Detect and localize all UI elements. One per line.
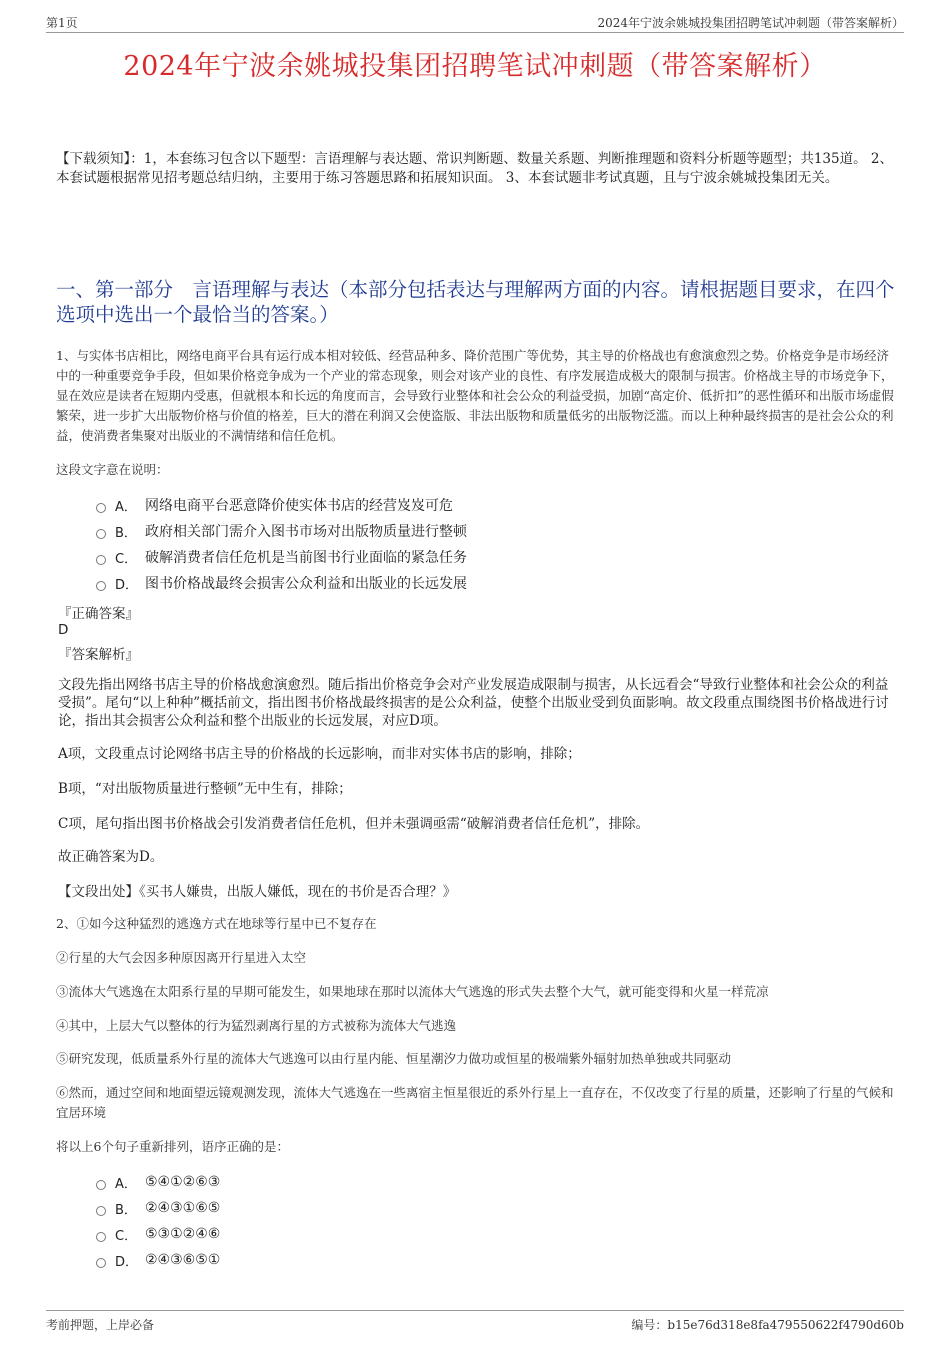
- option-letter: C．: [115, 551, 138, 567]
- question-2-sentence-6: ⑥然而，通过空间和地面望远镜观测发现，流体大气逃逸在一些离宿主恒星很近的系外行星上一直存在，不仅改变了行星的质量，还影响了行星的气候和宜居环境: [56, 1085, 894, 1120]
- radio-icon[interactable]: [96, 529, 106, 539]
- radio-icon[interactable]: [96, 1206, 106, 1216]
- q2-option-b[interactable]: [96, 1195, 796, 1221]
- option-letter: D．: [115, 577, 139, 593]
- explanation-text: 文段先指出网络书店主导的价格战愈演愈烈。随后指出价格竞争会对产业发展造成限制与损害，从长远看会“导致行业整体和社会公众的利益受损”。尾句“以上种种”概括前文，指出图书价格战最终损害的是公众利益，使整个出版业受到负面影响。故文段重点围绕图书价格战进行讨论，指出其会损害公众利益和整个出版业的长远发展，对应D项。: [58, 677, 889, 729]
- q2-option-a[interactable]: [96, 1169, 796, 1195]
- question-2-sentence-4: ④其中，上层大气以整体的行为猛烈剥离行星的方式被称为流体大气逃逸: [56, 1018, 457, 1033]
- radio-icon[interactable]: [96, 581, 106, 591]
- passage-source: 【文段出处】《买书人嫌贵，出版人嫌低，现在的书价是否合理？》: [58, 884, 457, 900]
- question-1-options: [96, 492, 796, 596]
- radio-icon[interactable]: [96, 1258, 106, 1268]
- option-text: 图书价格战最终会损害公众利益和出版业的长远发展: [145, 576, 467, 592]
- question-2-prompt: 将以上6个句子重新排列，语序正确的是：: [56, 1139, 289, 1154]
- q2-option-d[interactable]: [96, 1247, 796, 1273]
- question-2-sentence-1: 2、①如今这种猛烈的逃逸方式在地球等行星中已不复存在: [56, 916, 377, 931]
- footer-slogan: 考前押题，上岸必备: [46, 1318, 155, 1332]
- option-text: ②④③⑥⑤①: [145, 1252, 221, 1268]
- explanation-option-b: B项，“对出版物质量进行整顿”无中生有，排除；: [58, 781, 352, 797]
- option-text: 破解消费者信任危机是当前图书行业面临的紧急任务: [145, 550, 467, 566]
- page-number: 第1页: [46, 16, 78, 30]
- section-heading: 一、第一部分 言语理解与表达（本部分包括表达与理解两方面的内容。请根据题目要求，在四个选项中选出一个最恰当的答案。）: [56, 278, 895, 326]
- explanation-conclusion: 故正确答案为D。: [58, 849, 164, 865]
- option-letter: C．: [115, 1228, 138, 1244]
- explanation-option-c: C项，尾句指出图书价格战会引发消费者信任危机，但并未强调亟需“破解消费者信任危机”，排除。: [58, 816, 650, 832]
- answer-label: 『正确答案』: [58, 606, 139, 622]
- question-2-sentence-3: ③流体大气逃逸在太阳系行星的早期可能发生，如果地球在那时以流体大气逃逸的形式失去整个大气，就可能变得和火星一样荒凉: [56, 984, 769, 999]
- option-text: ⑤③①②④⑥: [145, 1226, 221, 1242]
- footer-doc-id: 编号：b15e76d318e8fa479550622f4790d60b: [631, 1318, 904, 1332]
- q2-option-c[interactable]: [96, 1221, 796, 1247]
- q1-option-b[interactable]: [96, 518, 796, 544]
- option-letter: B．: [115, 525, 137, 541]
- option-text: ②④③①⑥⑤: [145, 1200, 221, 1216]
- explanation-label: 『答案解析』: [58, 647, 139, 663]
- page-title: 2024年宁波余姚城投集团招聘笔试冲刺题（带答案解析）: [123, 51, 827, 82]
- option-letter: A．: [115, 499, 137, 515]
- explanation-option-a: A项，文段重点讨论网络书店主导的价格战的长远影响，而非对实体书店的影响，排除；: [58, 746, 581, 762]
- question-1-text: 1、与实体书店相比，网络电商平台具有运行成本相对较低、经营品种多、降价范围广等优势，其主导的价格战也有愈演愈烈之势。价格竞争是市场经济中的一种重要竞争手段，但如果价格竞争成为一个产业的常态现象，则会对该产业的良性、有序发展造成极大的限制与损害。价格战主导的市场竞争下，显在效应是读者在短期内受惠，但就根本和长远的角度而言，会导致行业整体和社会公众的利益受损，加剧“高定价、低折扣”的恶性循环和出版市场虚假繁荣，进一步扩大出版物价格与价值的格差，巨大的潜在利润又会使盗版、非法出版物和质量低劣的出版物泛滥。而以上种种最终损害的是社会公众的利益，使消费者集聚对出版业的不满情绪和信任危机。: [56, 348, 894, 443]
- question-2-sentence-2: ②行星的大气会因多种原因离开行星进入太空: [56, 950, 307, 965]
- q1-option-d[interactable]: [96, 570, 796, 596]
- radio-icon[interactable]: [96, 503, 106, 513]
- q1-option-c[interactable]: [96, 544, 796, 570]
- option-text: 网络电商平台恶意降价使实体书店的经营岌岌可危: [145, 498, 453, 514]
- page-footer: [46, 1310, 904, 1333]
- radio-icon[interactable]: [96, 1232, 106, 1242]
- radio-icon[interactable]: [96, 555, 106, 565]
- option-text: ⑤④①②⑥③: [145, 1174, 221, 1190]
- page-header: [46, 14, 904, 33]
- option-letter: A．: [115, 1176, 137, 1192]
- download-notice: 【下载须知】：1，本套练习包含以下题型：言语理解与表达题、常识判断题、数量关系题、判断推理题和资料分析题等题型；共135道。 2、本套试题根据常见招考题总结归纳，主要用于练习答题思路和拓展知识面。 3、本套试题非考试真题，且与宁波余姚城投集团无关。: [56, 151, 893, 186]
- question-1-prompt: 这段文字意在说明：: [56, 462, 169, 477]
- option-text: 政府相关部门需介入图书市场对出版物质量进行整顿: [145, 524, 467, 540]
- radio-icon[interactable]: [96, 1180, 106, 1190]
- answer-value: D: [58, 622, 69, 638]
- question-2-options: [96, 1169, 796, 1273]
- q1-option-a[interactable]: [96, 492, 796, 518]
- header-doc-title: 2024年宁波余姚城投集团招聘笔试冲刺题（带答案解析）: [597, 16, 904, 30]
- option-letter: D．: [115, 1254, 139, 1270]
- question-2-sentence-5: ⑤研究发现，低质量系外行星的流体大气逃逸可以由行星内能、恒星潮汐力做功或恒星的极端紫外辐射加热单独或共同驱动: [56, 1051, 732, 1066]
- option-letter: B．: [115, 1202, 137, 1218]
